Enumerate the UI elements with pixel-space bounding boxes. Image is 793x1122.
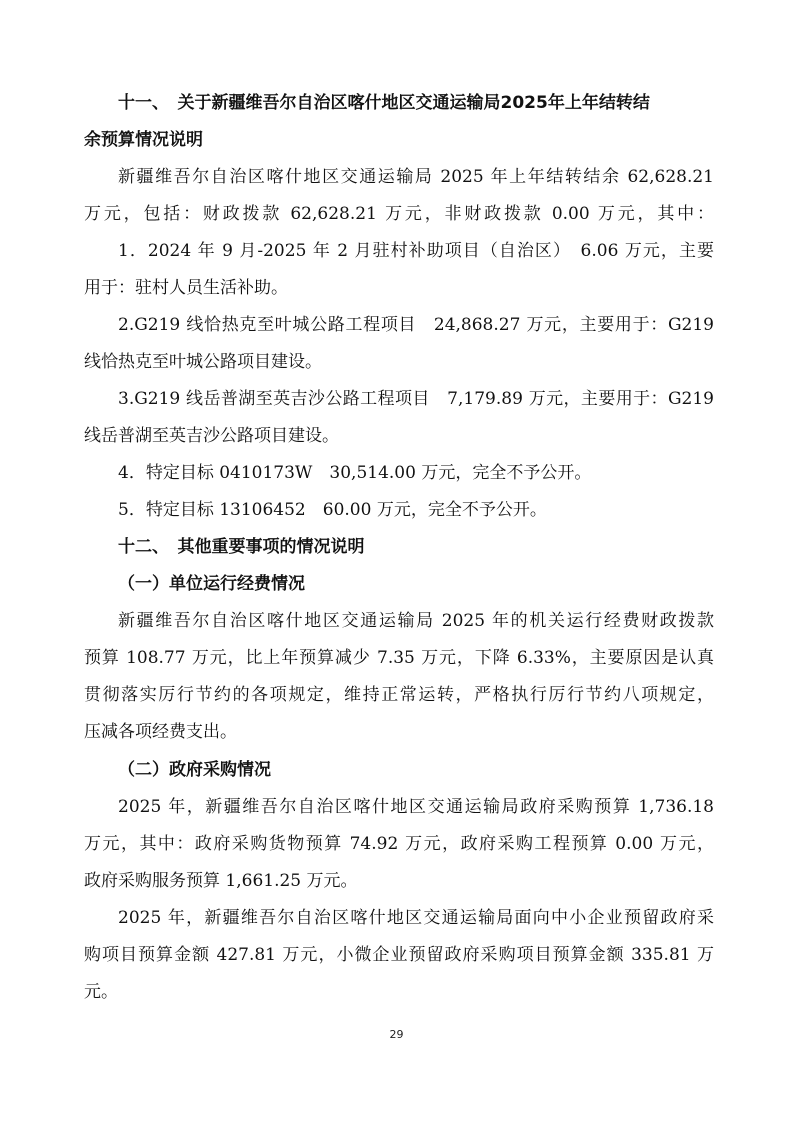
list-item-5: 5．特定目标 13106452 60.00 万元，完全不予公开。 bbox=[118, 500, 547, 520]
section-11-heading-line-1: 十一、 关于新疆维吾尔自治区喀什地区交通运输局2025年上年结转结 bbox=[118, 93, 650, 113]
subsection-1-line-1: 新疆维吾尔自治区喀什地区交通运输局 2025 年的机关运行经费财政拨款 bbox=[118, 611, 714, 631]
subsection-1-line-4: 压减各项经费支出。 bbox=[84, 722, 237, 742]
section-11-intro-line-2: 万元，包括：财政拨款 62,628.21 万元，非财政拨款 0.00 万元，其中： bbox=[84, 204, 714, 224]
list-item-1-line-1: 1．2024 年 9 月-2025 年 2 月驻村补助项目（自治区） 6.06 万元，主要 bbox=[118, 241, 714, 261]
list-item-1-line-2: 用于：驻村人员生活补助。 bbox=[84, 278, 288, 298]
page-number: 29 bbox=[389, 1028, 404, 1041]
list-item-4: 4．特定目标 0410173W 30,514.00 万元，完全不予公开。 bbox=[118, 463, 592, 483]
subsection-1-heading: （一）单位运行经费情况 bbox=[118, 574, 305, 594]
subsection-2-heading: （二）政府采购情况 bbox=[118, 760, 271, 780]
section-11-heading-line-2: 余预算情况说明 bbox=[84, 130, 203, 150]
subsection-2-para-2-line-3: 元。 bbox=[84, 982, 118, 1002]
section-12-heading: 十二、 其他重要事项的情况说明 bbox=[118, 537, 365, 557]
subsection-1-line-3: 贯彻落实厉行节约的各项规定，维持正常运转，严格执行厉行节约八项规定， bbox=[84, 685, 714, 705]
subsection-2-para-1-line-1: 2025 年，新疆维吾尔自治区喀什地区交通运输局政府采购预算 1,736.18 bbox=[118, 797, 714, 817]
section-11-intro-line-1: 新疆维吾尔自治区喀什地区交通运输局 2025 年上年结转结余 62,628.21 bbox=[118, 167, 714, 187]
list-item-3-line-1: 3.G219 线岳普湖至英吉沙公路工程项目 7,179.89 万元，主要用于：G219 bbox=[118, 389, 714, 409]
list-item-2-line-2: 线恰热克至叶城公路项目建设。 bbox=[84, 352, 322, 372]
subsection-1-line-2: 预算 108.77 万元，比上年预算减少 7.35 万元，下降 6.33%，主要原因是认真 bbox=[84, 648, 714, 668]
list-item-2-line-1: 2.G219 线恰热克至叶城公路工程项目 24,868.27 万元，主要用于：G219 bbox=[118, 315, 714, 335]
subsection-2-para-2-line-2: 购项目预算金额 427.81 万元，小微企业预留政府采购项目预算金额 335.81 万 bbox=[84, 945, 714, 965]
subsection-2-para-1-line-3: 政府采购服务预算 1,661.25 万元。 bbox=[84, 871, 358, 891]
subsection-2-para-2-line-1: 2025 年，新疆维吾尔自治区喀什地区交通运输局面向中小企业预留政府采 bbox=[118, 908, 714, 928]
subsection-2-para-1-line-2: 万元，其中：政府采购货物预算 74.92 万元，政府采购工程预算 0.00 万元， bbox=[84, 834, 714, 854]
list-item-3-line-2: 线岳普湖至英吉沙公路项目建设。 bbox=[84, 426, 339, 446]
